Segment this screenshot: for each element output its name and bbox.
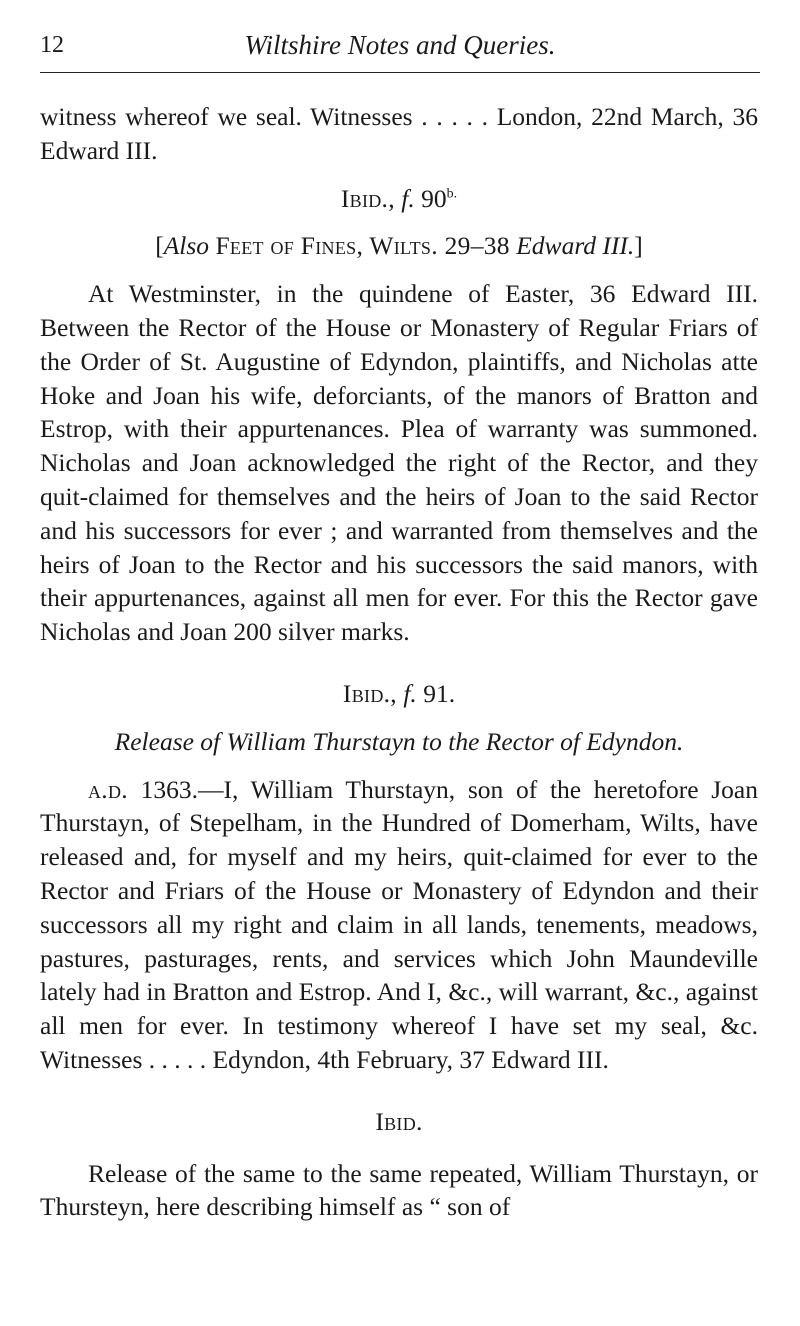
running-header [40, 30, 760, 64]
also-label: Also [163, 231, 210, 261]
folio-abbrev: f. [403, 678, 417, 708]
header-rule [40, 72, 760, 73]
paragraph-fine: At Westminster, in the quindene of Easter, 36 Edward III. Between the Rector of the House or Monastery of Regular Friars of the Order of St. Augustine of Edyndon, plaintiffs, and Nicholas atte Hoke and Joan his wife, deforciants, of the manors of Bratton and Estrop, with their appurtenances. Plea of warranty was summoned. Nicholas and Joan acknowledged the right of the Rector, and they quit-claimed for themselves and the heirs of Joan to the said Rector and his successors for ever ; and warranted from themselves and the heirs of Joan to the Rector and his successors the said manors, with their appurtenances, against all men for ever. For this the Rector gave Nicholas and Joan 200 silver marks. [40, 279, 758, 647]
anno-domini-label: a.d. [88, 774, 128, 804]
ibid-label: Ibid., [342, 678, 397, 708]
section-heading-ibid: Ibid. [375, 1106, 423, 1136]
paragraph-release [40, 773, 758, 1077]
section-heading-ibid-91 [40, 677, 758, 711]
section-heading-ibid-90b [40, 182, 758, 216]
folio-number: 90 [421, 183, 447, 213]
folio-number: 91. [423, 678, 456, 708]
page-body [40, 100, 758, 1224]
ibid-label: Ibid., [340, 183, 395, 213]
release-text: 1363.—I, William Thurstayn, son of the heretofore Joan Thurstayn, of Stepelham, in the Hundred of Domerham, Wilts, have released and, for myself and my heirs, quit-claimed for ever to the Rector and Friars of the House or Monastery of Edyndon and their successors all my right and claim in all lands, tenements, meadows, pastures, pasturages, rents, and services which John Maundeville lately had in Bratton and Estrop. And I, &c., will warrant, &c., against all men for ever. In testimony whereof I have set my seal, &c. Witnesses . . . . . Edyndon, 4th February, 37 Edward III. [40, 774, 759, 1074]
bracket-open: [ [155, 231, 164, 261]
running-title: Wiltshire Notes and Queries. [244, 30, 556, 60]
edward-reign: Edward III. [516, 231, 635, 261]
page-number: 12 [40, 32, 64, 58]
bracket-close: ] [634, 231, 643, 261]
source-reference-heading [40, 229, 758, 263]
paragraph-release-repeated: Release of the same to the same repeated, William Thurstayn, or Thursteyn, here describing himself as “ son of [40, 1158, 758, 1222]
paragraph-continuation: witness whereof we seal. Witnesses . . . . . London, 22nd March, 36 Edward III. [40, 102, 758, 165]
folio-abbrev: f. [401, 183, 415, 213]
release-heading: Release of William Thurstayn to the Rector of Edyndon. [114, 726, 684, 756]
folio-superscript: b. [446, 186, 458, 202]
feet-of-fines-label: Feet of Fines, Wilts. 29–38 [215, 231, 510, 261]
